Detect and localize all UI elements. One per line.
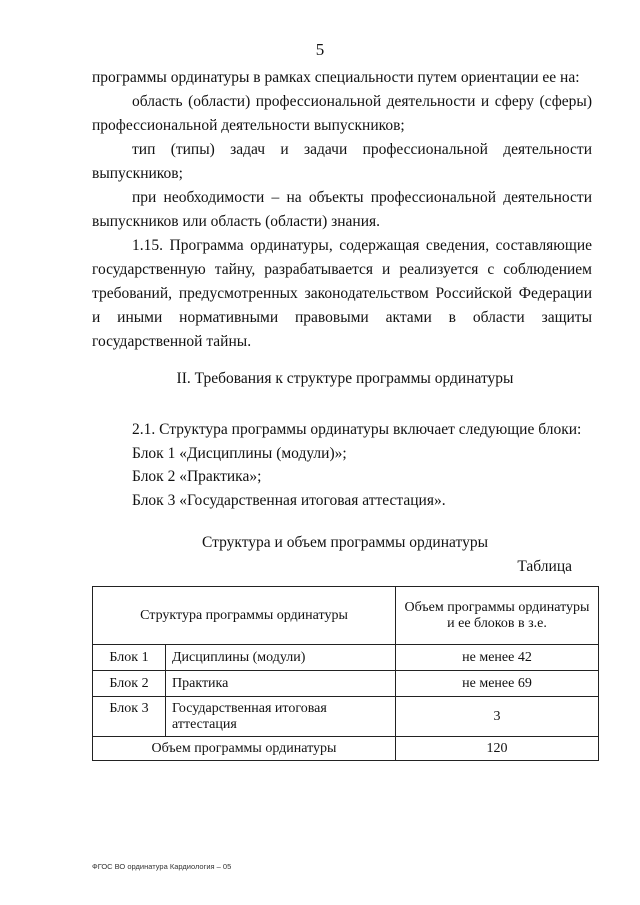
header-volume: Объем программы ординатуры и ее блоков в з.е. [396,587,599,645]
row-name: Дисциплины (модули) [166,645,396,671]
blocks-list [92,418,592,512]
table-header-row [93,587,599,645]
row-block: Блок 3 [93,697,166,737]
page-number: 5 [315,40,325,59]
row-volume: 3 [396,697,599,737]
paragraph-objects: при необходимости – на объекты профессиональной деятельности выпускников или область (области) знания. [92,189,592,230]
table-caption: Структура и объем программы ординатуры [202,534,488,551]
block-item: Блок 2 «Практика»; [132,468,262,485]
block-item: Блок 1 «Дисциплины (модули)»; [132,444,347,462]
total-value: 120 [396,737,599,761]
table-row [93,671,599,697]
paragraph-continuation: программы ординатуры в рамках специальности путем ориентации ее на: [92,69,580,86]
row-name: Государственная итоговая аттестация [166,697,396,737]
structure-table [92,586,599,761]
table-row [93,645,599,671]
row-block: Блок 2 [93,671,166,697]
footer: ФГОС ВО ординатура Кардиология – 05 [92,862,232,871]
row-block: Блок 1 [93,645,166,671]
row-volume: не менее 42 [396,645,599,671]
table-label: Таблица [517,558,572,575]
paragraph-area: область (области) профессиональной деятельности и сферу (сферы) профессиональной деятельности выпускников; [92,93,592,134]
header-structure: Структура программы ординатуры [93,587,396,645]
blocks-intro: 2.1. Структура программы ординатуры включает следующие блоки: [132,421,582,438]
total-label: Объем программы ординатуры [93,737,396,761]
paragraph-1-15: 1.15. Программа ординатуры, содержащая сведения, составляющие государственную тайну, разрабатывается и реализуется с соблюдением требований, предусмотренных законодательством Российской Федерации и иными нормативными правовыми актами в области защиты государственной тайны. [92,237,592,350]
row-volume: не менее 69 [396,671,599,697]
body-text [92,66,592,354]
section-heading: II. Требования к структуре программы ординатуры [176,370,514,387]
row-name: Практика [166,671,396,697]
block-item: Блок 3 «Государственная итоговая аттестация». [132,491,446,509]
paragraph-task-types: тип (типы) задач и задачи профессиональной деятельности выпускников; [92,141,592,182]
table-total-row [93,737,599,761]
table-row [93,697,599,737]
